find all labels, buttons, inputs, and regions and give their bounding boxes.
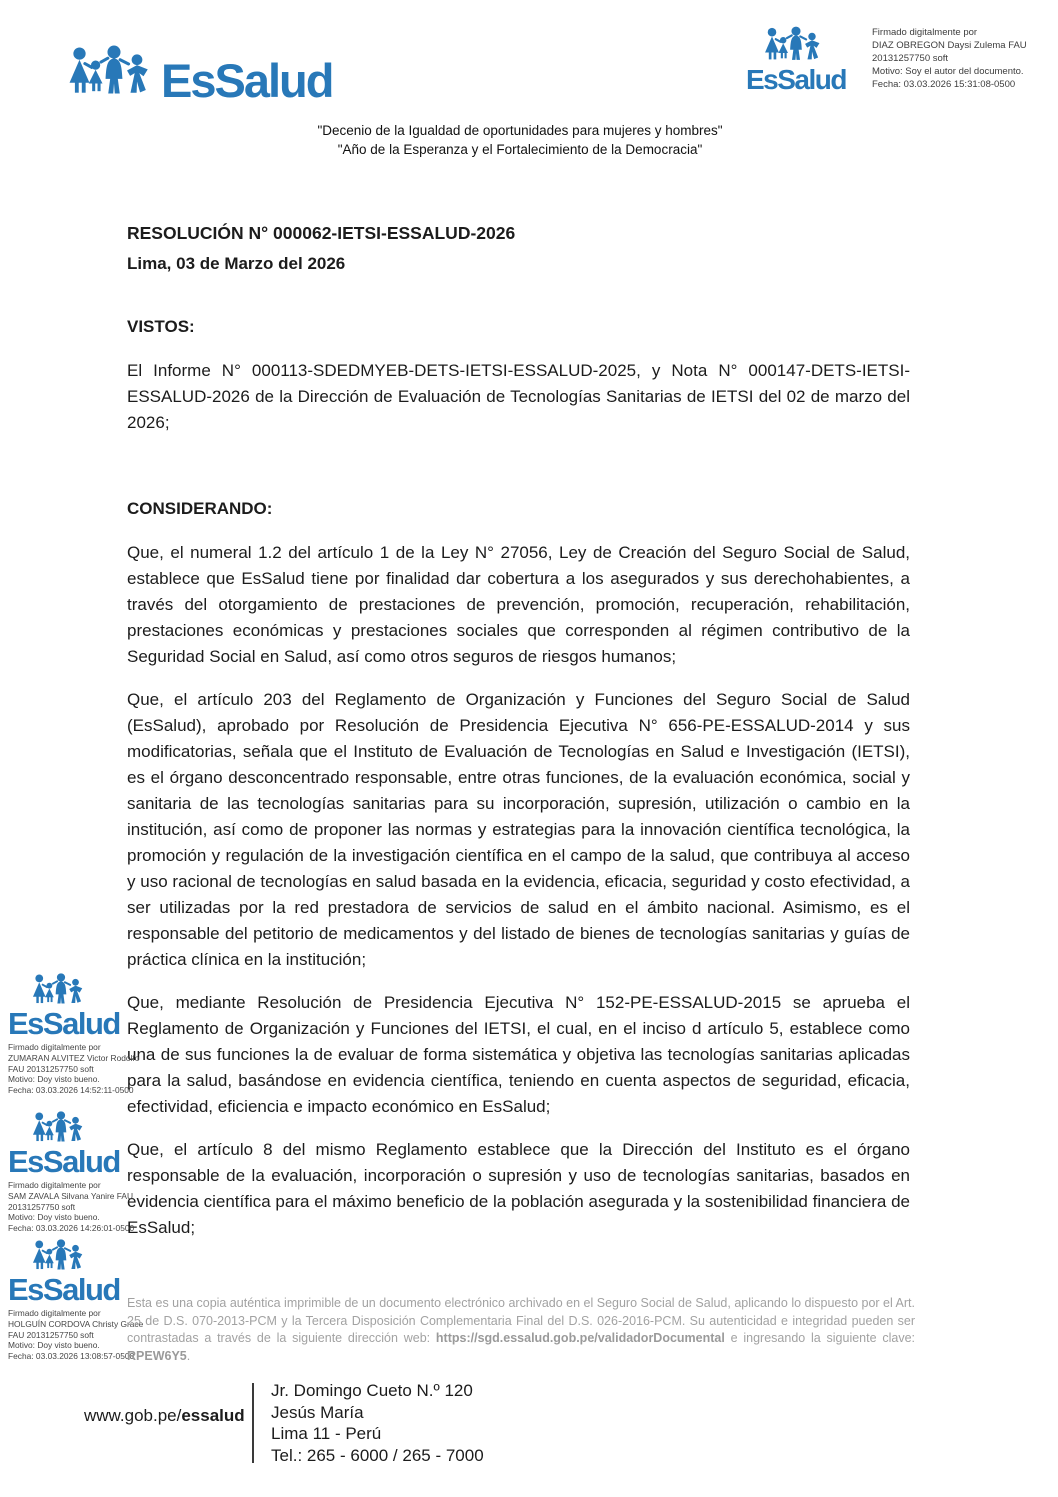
signature-line: Firmado digitalmente por	[872, 27, 978, 38]
signature-line: Firmado digitalmente por	[8, 1042, 101, 1052]
essalud-wordmark: EsSalud	[8, 1006, 120, 1041]
essalud-family-icon	[32, 1110, 90, 1146]
address-line: Jr. Domingo Cueto N.º 120	[271, 1381, 473, 1400]
website-essalud: essalud	[181, 1406, 245, 1425]
address-line: Jesús María	[271, 1402, 364, 1422]
vistos-paragraph: El Informe N° 000113-SDEDMYEB-DETS-IETSI-ESSALUD-2025, y Nota N° 000147-DETS-IETSI-ESSALUD-2026 de la Dirección de Evaluación de Tecnologías Sanitarias de IETSI del 02 de marzo del 2026;	[127, 361, 910, 432]
essalud-logo-header	[68, 44, 333, 107]
validation-key: RPEW6Y5	[127, 1348, 187, 1363]
resolution-place-date: Lima, 03 de Marzo del 2026	[127, 254, 346, 273]
footer-divider	[252, 1383, 254, 1463]
signature-line: HOLGUÍN CORDOVA Christy Grace	[8, 1318, 144, 1329]
signature-line: FAU 20131257750 soft	[8, 1329, 94, 1340]
resolution-body	[127, 220, 910, 1241]
considerando-paragraph-4: Que, el artículo 8 del mismo Reglamento establece que la Dirección del Instituto es el órgano responsable de la evaluación, incorporación o supresión y uso de tecnologías sanitarias, basados en evidencia científica para el máximo beneficio de la población asegurada y la sostenibilidad financiera de EsSalud;	[127, 1140, 910, 1237]
essalud-family-icon	[764, 25, 828, 65]
margin-signature-stamp-samzavala	[8, 1110, 135, 1234]
authenticity-note-text: .	[186, 1348, 191, 1363]
signature-line: Firmado digitalmente por	[8, 1180, 101, 1190]
signature-line: Motivo: Soy el autor del documento.	[872, 66, 1024, 77]
essalud-logo-signature	[743, 25, 849, 94]
signature-line: SAM ZAVALA Silvana Yanire FAU	[8, 1190, 134, 1201]
signature-line: FAU 20131257750 soft	[8, 1063, 94, 1074]
motto-line: "Año de la Esperanza y el Fortalecimiento de la Democracia"	[337, 142, 703, 157]
authenticity-note-text: Esta es una copia auténtica imprimible de un documento electrónico archivado en el Seguro Social de Salud, aplicando lo dispuesto por el Art. 25 de D.S. 070-2013-PCM y la Tercera Disposición Complementaria Final del D.S. 026-2016-PCM. Su autenticidad e integridad pueden ser contrastadas a través de la siguiente dirección web:	[127, 1296, 915, 1346]
signature-line: Firmado digitalmente por	[8, 1308, 101, 1318]
essalud-family-icon	[68, 44, 160, 100]
address-block	[271, 1380, 484, 1466]
signature-line: 20131257750 soft	[872, 53, 949, 64]
resolution-title: RESOLUCIÓN N° 000062-IETSI-ESSALUD-2026	[127, 223, 516, 243]
authenticity-note-text: e ingresando la siguiente clave:	[724, 1331, 915, 1346]
essalud-family-icon	[32, 972, 90, 1008]
considerando-paragraph-1: Que, el numeral 1.2 del artículo 1 de la Ley N° 27056, Ley de Creación del Seguro Social de Salud, establece que EsSalud tiene por finalidad dar cobertura a los asegurados y sus derechohabientes, a través del otorgamiento de prestaciones de prevención, promoción, recuperación, rehabilitación, prestaciones económicas y prestaciones sociales que corresponden al régimen contributivo de la Seguridad Social en Salud, así como otros seguros de riesgos humanos;	[127, 543, 910, 666]
validator-url: https://sgd.essalud.gob.pe/validadorDocumental	[435, 1331, 725, 1346]
signature-line: ZUMARAN ALVITEZ Victor Rodolfo	[8, 1052, 140, 1063]
signature-line: Motivo: Doy visto bueno.	[8, 1074, 100, 1085]
essalud-family-icon	[32, 1238, 90, 1274]
official-mottos	[0, 121, 1040, 159]
considerando-paragraph-3: Que, mediante Resolución de Presidencia Ejecutiva N° 152-PE-ESSALUD-2015 se aprueba el Reglamento de Organización y Funciones del IETSI, el cual, en el inciso d artículo 5, establece como una de sus funciones la de evaluar de forma sistemática y objetiva las tecnologías sanitarias aplicadas para la salud, basándose en evidencia científica, teniendo en cuenta aspectos de seguridad, eficacia, efectividad, eficiencia e impacto económico en EsSalud;	[127, 993, 910, 1116]
signature-line: 20131257750 soft	[8, 1201, 76, 1212]
considerando-heading: CONSIDERANDO:	[127, 499, 273, 518]
vistos-heading: VISTOS:	[127, 317, 195, 336]
considerando-paragraph-2: Que, el artículo 203 del Reglamento de Organización y Funciones del Seguro Social de Salud (EsSalud), aprobado por Resolución de Presidencia Ejecutiva N° 656-PE-ESSALUD-2014 y sus modificatorias, señala que el Instituto de Evaluación de Tecnologías en Salud e Investigación (IETSI), es el órgano desconcentrado responsable, entre otras funciones, de la evaluación económica, social y sanitaria de las tecnologías sanitarias para su incorporación, supresión, utilización o cambio en la institución, así como de proponer las normas y estrategias para la innovación científica tecnológica, la promoción y regulación de la investigación científica en el campo de la salud, que contribuya al acceso y uso racional de tecnologías en salud basada en la evidencia, eficacia, seguridad y costo efectividad, a ser utilizadas por la red prestadora de servicios de salud en el ámbito nacional. Asimismo, es el responsable del petitorio de medicamentos y del listado de bienes de tecnologías sanitarias y guías de práctica clínica en la institución;	[127, 690, 910, 969]
website-url	[84, 1406, 245, 1426]
margin-signature-stamp-zumaran	[8, 972, 140, 1096]
authenticity-note	[127, 1295, 915, 1365]
digital-signature-author	[872, 26, 1052, 91]
signature-line: Fecha: 03.03.2026 14:52:11-0500	[8, 1085, 134, 1096]
signature-line: Fecha: 03.03.2026 15:31:08-0500	[872, 79, 1016, 90]
essalud-wordmark: EsSalud	[161, 54, 333, 107]
essalud-wordmark: EsSalud	[8, 1144, 120, 1179]
signature-line: DIAZ OBREGON Daysi Zulema FAU	[872, 40, 1027, 51]
essalud-wordmark: EsSalud	[746, 64, 846, 95]
signature-line: Motivo: Doy visto bueno.	[8, 1212, 100, 1223]
motto-line: "Decenio de la Igualdad de oportunidades para mujeres y hombres"	[317, 123, 723, 138]
signature-line: Fecha: 03.03.2026 13:08:57-0500	[8, 1351, 135, 1362]
address-line: Tel.: 265 - 6000 / 265 - 7000	[271, 1445, 484, 1465]
margin-signature-stamp-holguin	[8, 1238, 144, 1362]
signature-line: Motivo: Doy visto bueno.	[8, 1340, 100, 1351]
website-prefix: www.gob.pe/	[84, 1406, 182, 1425]
address-line: Lima 11 - Perú	[271, 1424, 382, 1443]
essalud-wordmark: EsSalud	[8, 1272, 120, 1307]
signature-line: Fecha: 03.03.2026 14:26:01-0500	[8, 1223, 135, 1234]
